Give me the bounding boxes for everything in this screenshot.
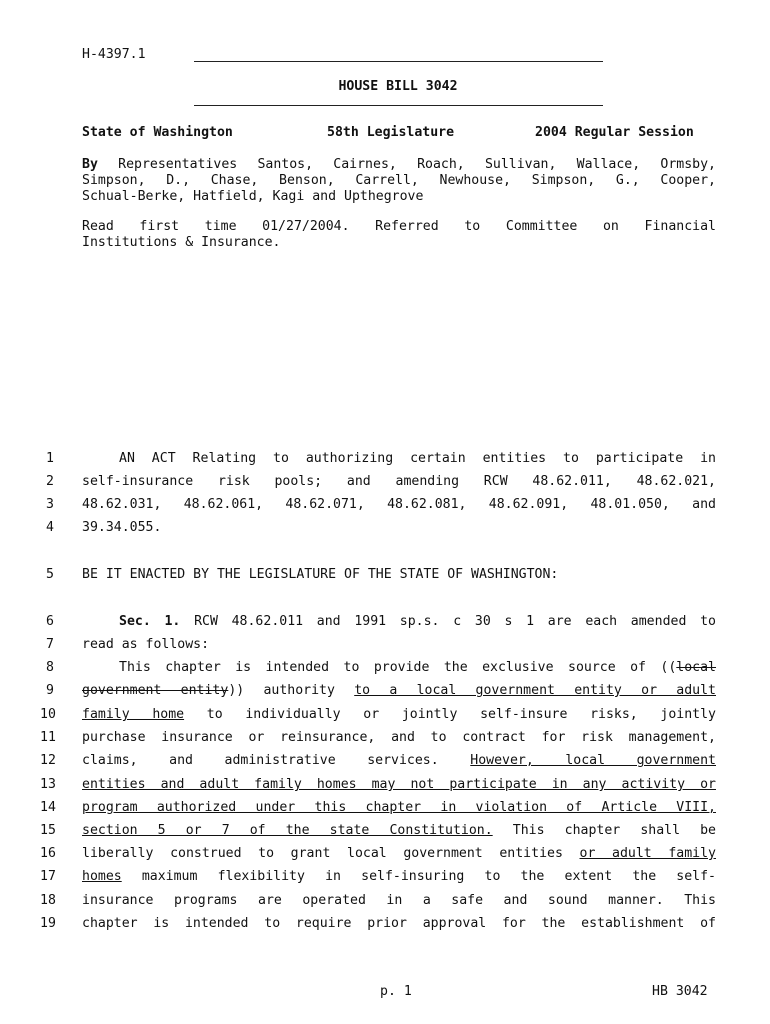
body-line-7: read as follows:	[82, 637, 210, 652]
header-rule-top	[194, 61, 603, 62]
body-line-8	[82, 659, 716, 676]
body-line-15	[82, 822, 716, 839]
body-line-19: chapter is intended to require prior approval for the establishment of	[82, 916, 716, 931]
body-line-13: entities and adult family homes may not participate in any activity or	[82, 777, 716, 792]
body-line-18: insurance programs are operated in a safe and sound manner. This	[82, 893, 716, 908]
body-line-12	[82, 752, 716, 769]
body-line-2: self-insurance risk pools; and amending RCW 48.62.011, 48.62.021,	[82, 474, 716, 489]
body-text: This chapter is intended to provide the exclusive source of ((	[119, 660, 677, 675]
line-number: 13	[40, 777, 56, 792]
line-number: 1	[46, 451, 54, 466]
body-text: AN ACT Relating to authorizing certain entities to participate in	[119, 451, 716, 466]
header-rule-bottom	[194, 105, 603, 106]
body-line-1	[82, 450, 716, 467]
struck-text: government entity	[82, 683, 229, 698]
struck-text: local	[676, 660, 716, 675]
line-number: 9	[46, 683, 54, 698]
body-text: liberally construed to grant local government entities	[82, 846, 580, 861]
line-number: 7	[46, 637, 54, 652]
sponsors-text-1: Representatives Santos, Cairnes, Roach, Sullivan, Wallace, Ormsby,	[118, 157, 716, 172]
line-number: 17	[40, 869, 56, 884]
inserted-text: or adult family	[579, 846, 716, 861]
sponsors-by: By	[82, 157, 98, 172]
sponsors-line-3: Schual-Berke, Hatfield, Kagi and Upthegrove	[82, 189, 424, 204]
body-line-9	[82, 682, 716, 699]
body-text: This chapter shall be	[492, 823, 716, 838]
sponsors-line-1	[82, 156, 716, 173]
line-number: 4	[46, 520, 54, 535]
line-number: 10	[40, 707, 56, 722]
line-number: 12	[40, 753, 56, 768]
session-label: 2004 Regular Session	[535, 125, 694, 140]
footer-bill-ref: HB 3042	[652, 984, 708, 999]
inserted-text: However, local government	[470, 753, 716, 768]
body-text: to individually or jointly self-insure risks, jointly	[184, 707, 716, 722]
body-line-4: 39.34.055.	[82, 520, 162, 535]
body-text: RCW 48.62.011 and 1991 sp.s. c 30 s 1 are each amended to	[194, 614, 716, 629]
line-number: 6	[46, 614, 54, 629]
line-number: 3	[46, 497, 54, 512]
sponsors-line-2: Simpson, D., Chase, Benson, Carrell, Newhouse, Simpson, G., Cooper,	[82, 173, 716, 188]
body-line-14: program authorized under this chapter in violation of Article VIII,	[82, 800, 716, 815]
body-line-3: 48.62.031, 48.62.061, 48.62.071, 48.62.081, 48.62.091, 48.01.050, and	[82, 497, 716, 512]
line-number: 15	[40, 823, 56, 838]
inserted-text: section 5 or 7 of the state Constitution.	[82, 823, 493, 838]
line-number: 11	[40, 730, 56, 745]
section-heading: Sec. 1.	[119, 614, 181, 629]
inserted-text: to a local government entity or adult	[354, 683, 716, 698]
body-line-10	[82, 706, 716, 723]
page-number: p. 1	[380, 984, 412, 999]
state-label: State of Washington	[82, 125, 233, 140]
inserted-text: homes	[82, 869, 122, 884]
inserted-text: family home	[82, 707, 185, 722]
line-number: 2	[46, 474, 54, 489]
document-id: H-4397.1	[82, 47, 146, 62]
body-line-11: purchase insurance or reinsurance, and to contract for risk management,	[82, 730, 716, 745]
line-number: 19	[40, 916, 56, 931]
line-number: 16	[40, 846, 56, 861]
line-number: 18	[40, 893, 56, 908]
legislature-label: 58th Legislature	[327, 125, 455, 140]
reading-line-2: Institutions & Insurance.	[82, 235, 281, 250]
body-text: )) authority	[228, 683, 355, 698]
line-number: 5	[46, 567, 54, 582]
line-number: 14	[40, 800, 56, 815]
reading-line-1: Read first time 01/27/2004. Referred to Committee on Financial	[82, 219, 716, 234]
body-line-17	[82, 868, 716, 885]
body-line-16	[82, 845, 716, 862]
body-text: maximum flexibility in self-insuring to the extent the self-	[121, 869, 716, 884]
body-line-6	[82, 613, 716, 630]
line-number: 8	[46, 660, 54, 675]
body-text: claims, and administrative services.	[82, 753, 471, 768]
enacting-clause: BE IT ENACTED BY THE LEGISLATURE OF THE STATE OF WASHINGTON:	[82, 567, 559, 582]
bill-title: HOUSE BILL 3042	[338, 79, 458, 94]
